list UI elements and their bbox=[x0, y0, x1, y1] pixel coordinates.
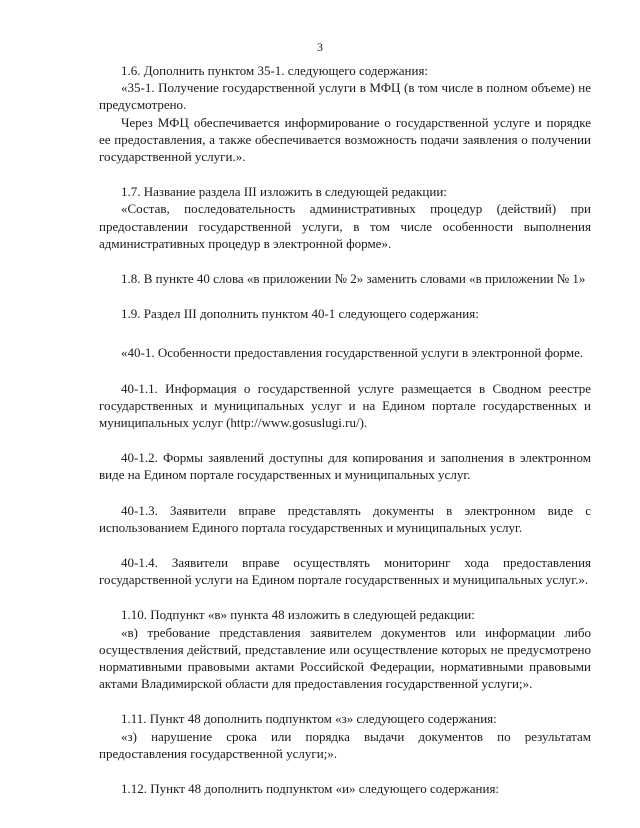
paragraph-1-10: 1.10. Подпункт «в» пункта 48 изложить в следующей редакции: bbox=[121, 607, 475, 623]
paragraph-40-1: «40-1. Особенности предоставления государственной услуги в электронной форме. bbox=[121, 345, 584, 361]
paragraph-1-12: 1.12. Пункт 48 дополнить подпунктом «и» следующего содержания: bbox=[121, 781, 500, 797]
paragraph-1-9: 1.9. Раздел III дополнить пунктом 40-1 следующего содержания: bbox=[121, 306, 479, 322]
paragraph-35-1: «35-1. Получение государственной услуги в МФЦ (в том числе в полном объеме) не предусмотрено. bbox=[99, 80, 591, 113]
document-body bbox=[99, 62, 591, 797]
paragraph-section-title: «Состав, последовательность административных процедур (действий) при предоставлении государственной услуги, в том числе особенности выполнения административных процедур в электронной форме». bbox=[99, 201, 591, 251]
page-number: 3 bbox=[317, 40, 323, 54]
paragraph-1-8: 1.8. В пункте 40 слова «в приложении № 2» заменить словами «в приложении № 1» bbox=[121, 271, 586, 287]
paragraph-40-1-2: 40-1.2. Формы заявлений доступны для копирования и заполнения в электронном виде на Едином портале государственных и муниципальных услуг. bbox=[99, 450, 591, 483]
paragraph-subitem-v: «в) требование представления заявителем документов или информации либо осуществления действий, представление или осуществление которых не предусмотрено нормативными правовыми актами Российской Федерации, нормативными правовыми актами Владимирской области для предоставления государственной услуги;». bbox=[99, 624, 591, 692]
paragraph-mfc-info: Через МФЦ обеспечивается информирование о государственной услуге и порядке ее предоставления, а также обеспечивается возможность подачи заявления о получении государственной услуги.». bbox=[99, 114, 591, 165]
paragraph-40-1-3: 40-1.3. Заявители вправе представлять документы в электронном виде с использованием Единого портала государственных и муниципальных услуг. bbox=[99, 502, 591, 535]
paragraph-40-1-1: 40-1.1. Информация о государственной услуге размещается в Сводном реестре государственных и муниципальных услуг и на Едином портале государственных и муниципальных услуг (http://www.gosuslugi.ru/). bbox=[99, 380, 591, 431]
paragraph-1-6: 1.6. Дополнить пунктом 35-1. следующего содержания: bbox=[121, 63, 429, 78]
paragraph-subitem-z: «з) нарушение срока или порядка выдачи документов по результатам предоставления государственной услуги;». bbox=[99, 728, 591, 761]
paragraph-1-7: 1.7. Название раздела III изложить в следующей редакции: bbox=[121, 184, 447, 200]
paragraph-1-11: 1.11. Пункт 48 дополнить подпунктом «з» следующего содержания: bbox=[121, 711, 497, 727]
paragraph-40-1-4: 40-1.4. Заявители вправе осуществлять мониторинг хода предоставления государственной услуги на Едином портале государственных и муниципальных услуг.». bbox=[99, 555, 591, 588]
